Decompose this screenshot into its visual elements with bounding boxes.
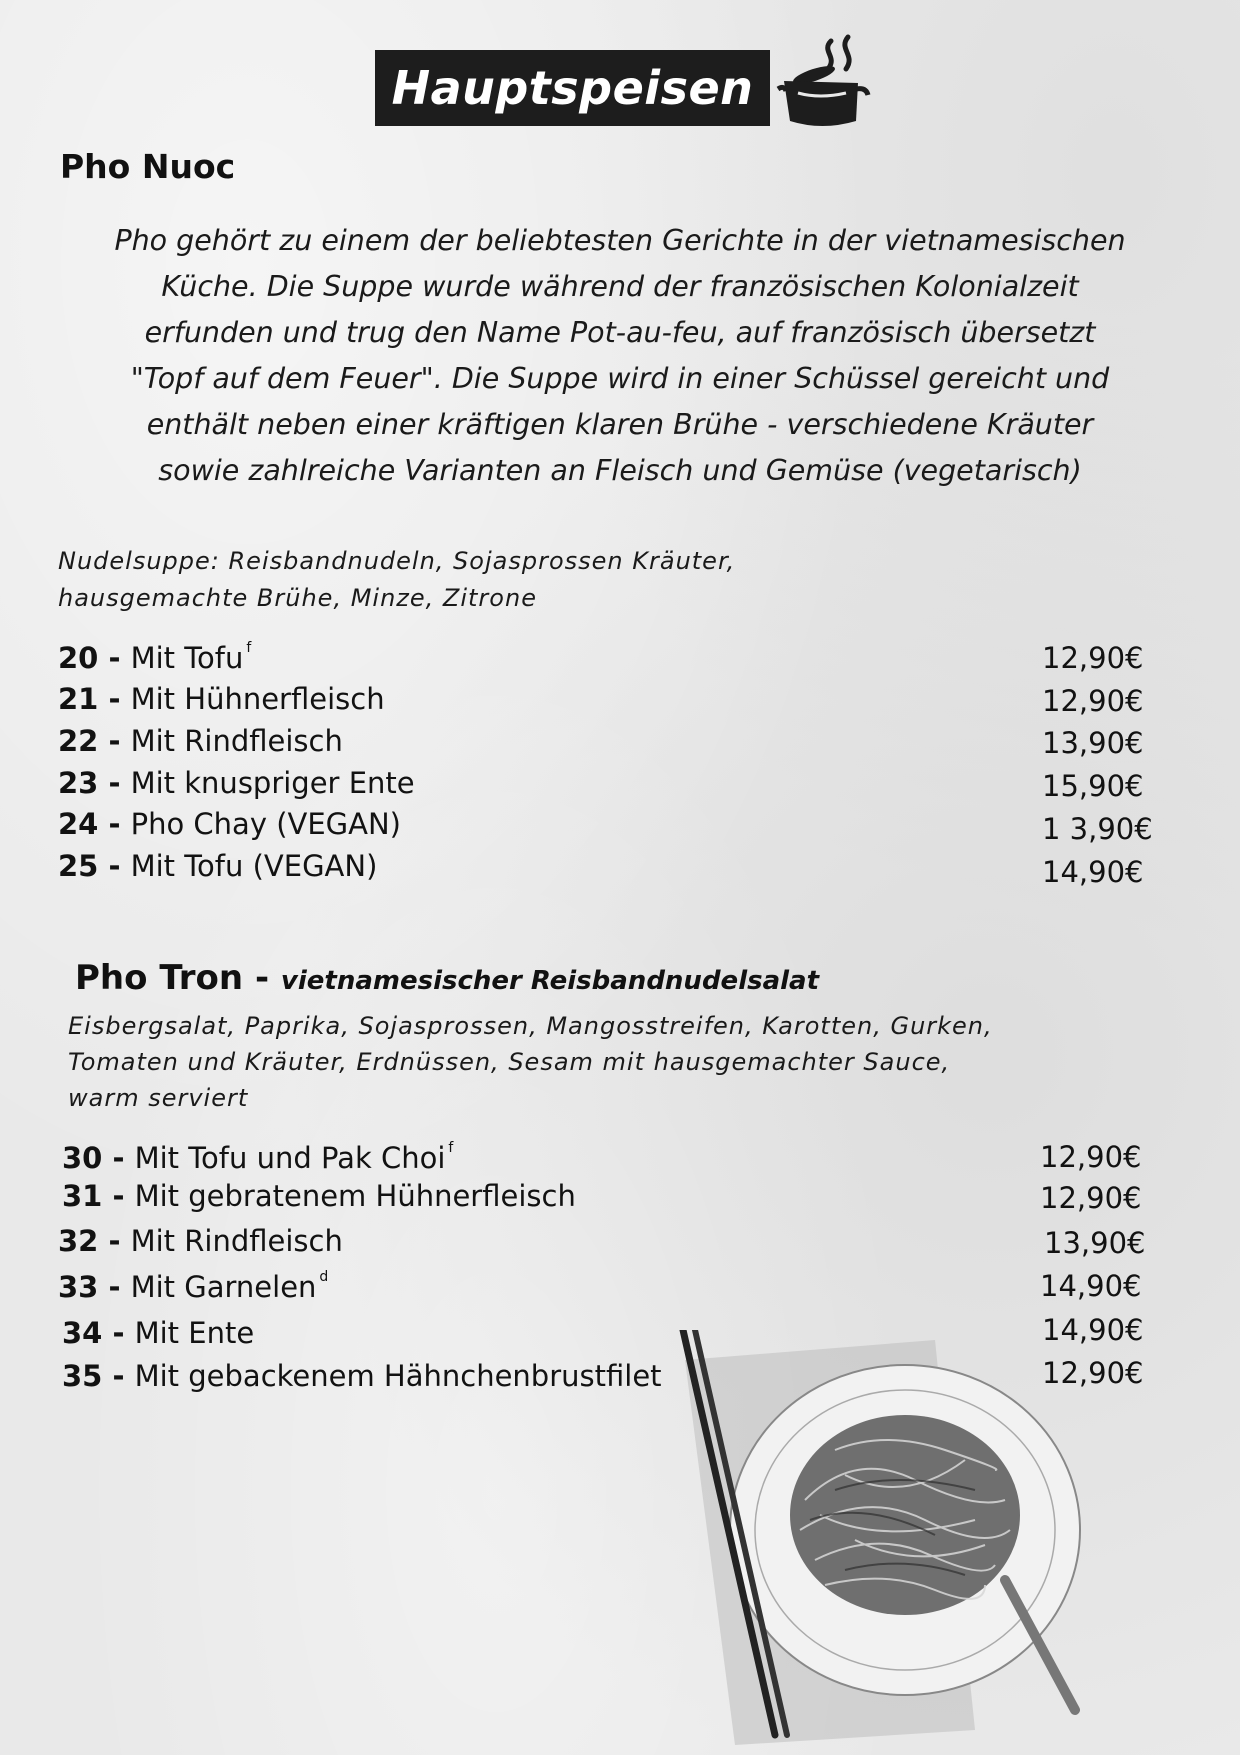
menu-item bbox=[62, 1179, 576, 1213]
item-price: 13,90€ bbox=[1042, 726, 1144, 760]
item-price: 14,90€ bbox=[1040, 1269, 1142, 1303]
title-separator: - bbox=[243, 958, 281, 998]
pho-nuoc-intro bbox=[95, 218, 1145, 494]
item-price: 14,90€ bbox=[1042, 855, 1144, 889]
noodle-dish-with-chopsticks-illustration bbox=[675, 1330, 1125, 1750]
item-price: 12,90€ bbox=[1042, 684, 1144, 718]
page-header bbox=[375, 43, 871, 133]
intro-line: Pho gehört zu einem der beliebtesten Gerichte in der vietnamesischen bbox=[114, 224, 1126, 257]
item-number: 20 bbox=[58, 641, 99, 675]
item-price: 12,90€ bbox=[1042, 1356, 1144, 1390]
item-separator: - bbox=[98, 807, 131, 841]
allergen-mark: d bbox=[319, 1269, 329, 1285]
item-price: 12,90€ bbox=[1040, 1181, 1142, 1215]
description-line: hausgemachte Brühe, Minze, Zitrone bbox=[58, 584, 537, 612]
item-number: 22 bbox=[58, 724, 99, 758]
item-separator: - bbox=[98, 1270, 131, 1304]
item-number: 23 bbox=[58, 766, 99, 800]
menu-item bbox=[58, 682, 385, 716]
item-number: 31 bbox=[62, 1179, 103, 1213]
item-name: Mit gebackenem Hähnchenbrustfilet bbox=[134, 1359, 662, 1393]
section-title-pho-nuoc: Pho Nuoc bbox=[60, 147, 236, 186]
item-name: Mit knuspriger Ente bbox=[130, 766, 415, 800]
pho-tron-subtitle: vietnamesischer Reisbandnudelsalat bbox=[280, 966, 820, 996]
header-banner bbox=[375, 50, 770, 126]
item-separator: - bbox=[98, 641, 131, 675]
item-number: 33 bbox=[58, 1270, 99, 1304]
description-line: Nudelsuppe: Reisbandnudeln, Sojasprossen Kräuter, bbox=[58, 547, 736, 575]
item-name: Mit Rindfleisch bbox=[130, 724, 343, 758]
allergen-mark: f bbox=[448, 1140, 454, 1156]
item-separator: - bbox=[98, 1224, 131, 1258]
description-line: warm serviert bbox=[68, 1084, 249, 1112]
item-price: 13,90€ bbox=[1044, 1226, 1146, 1260]
intro-line: "Topf auf dem Feuer". Die Suppe wird in einer Schüssel gereicht und bbox=[130, 362, 1110, 395]
item-name: Mit Ente bbox=[134, 1316, 255, 1350]
item-name: Pho Chay (VEGAN) bbox=[130, 807, 401, 841]
item-name: Mit Rindfleisch bbox=[130, 1224, 343, 1258]
description-line: Eisbergsalat, Paprika, Sojasprossen, Mangosstreifen, Karotten, Gurken, bbox=[68, 1012, 993, 1040]
item-name: Mit Hühnerfleisch bbox=[130, 682, 385, 716]
menu-item bbox=[58, 807, 401, 841]
item-price: 1 3,90€ bbox=[1042, 812, 1153, 846]
item-name: Mit gebratenem Hühnerfleisch bbox=[134, 1179, 576, 1213]
menu-item bbox=[58, 640, 251, 675]
menu-item bbox=[62, 1140, 453, 1175]
item-number: 32 bbox=[58, 1224, 99, 1258]
menu-item bbox=[58, 1224, 343, 1258]
item-number: 24 bbox=[58, 807, 99, 841]
item-name: Mit Tofu und Pak Choi bbox=[134, 1141, 446, 1175]
item-number: 34 bbox=[62, 1316, 103, 1350]
item-separator: - bbox=[102, 1316, 135, 1350]
section-title-pho-tron bbox=[75, 958, 819, 998]
item-separator: - bbox=[102, 1359, 135, 1393]
item-price: 14,90€ bbox=[1042, 1313, 1144, 1347]
item-price: 12,90€ bbox=[1042, 641, 1144, 675]
menu-item bbox=[58, 1269, 328, 1304]
item-price: 12,90€ bbox=[1040, 1140, 1142, 1174]
item-separator: - bbox=[102, 1179, 135, 1213]
item-name: Mit Tofu bbox=[130, 641, 244, 675]
menu-item bbox=[58, 849, 377, 883]
pho-tron-title: Pho Tron bbox=[75, 958, 244, 998]
intro-line: Küche. Die Suppe wurde während der französischen Kolonialzeit bbox=[161, 270, 1079, 303]
item-name: Mit Tofu (VEGAN) bbox=[130, 849, 378, 883]
item-separator: - bbox=[102, 1141, 135, 1175]
description-line: Tomaten und Kräuter, Erdnüssen, Sesam mit hausgemachter Sauce, bbox=[68, 1048, 951, 1076]
item-number: 30 bbox=[62, 1141, 103, 1175]
item-separator: - bbox=[98, 766, 131, 800]
item-number: 21 bbox=[58, 682, 99, 716]
menu-item bbox=[62, 1316, 254, 1350]
item-name: Mit Garnelen bbox=[130, 1270, 317, 1304]
intro-line: sowie zahlreiche Varianten an Fleisch und Gemüse (vegetarisch) bbox=[158, 454, 1082, 487]
item-number: 25 bbox=[58, 849, 99, 883]
menu-item bbox=[58, 724, 343, 758]
item-separator: - bbox=[98, 724, 131, 758]
intro-line: erfunden und trug den Name Pot-au-feu, auf französisch übersetzt bbox=[144, 316, 1096, 349]
intro-line: enthält neben einer kräftigen klaren Brühe - verschiedene Kräuter bbox=[146, 408, 1094, 441]
pho-nuoc-description bbox=[58, 543, 735, 617]
item-separator: - bbox=[98, 849, 131, 883]
menu-item bbox=[62, 1359, 662, 1393]
cooking-pot-icon bbox=[776, 33, 871, 133]
item-number: 35 bbox=[62, 1359, 103, 1393]
page-title: Hauptspeisen bbox=[391, 61, 754, 115]
menu-item bbox=[58, 766, 415, 800]
allergen-mark: f bbox=[246, 640, 252, 656]
item-separator: - bbox=[98, 682, 131, 716]
item-price: 15,90€ bbox=[1042, 769, 1144, 803]
pho-tron-description bbox=[68, 1008, 993, 1116]
